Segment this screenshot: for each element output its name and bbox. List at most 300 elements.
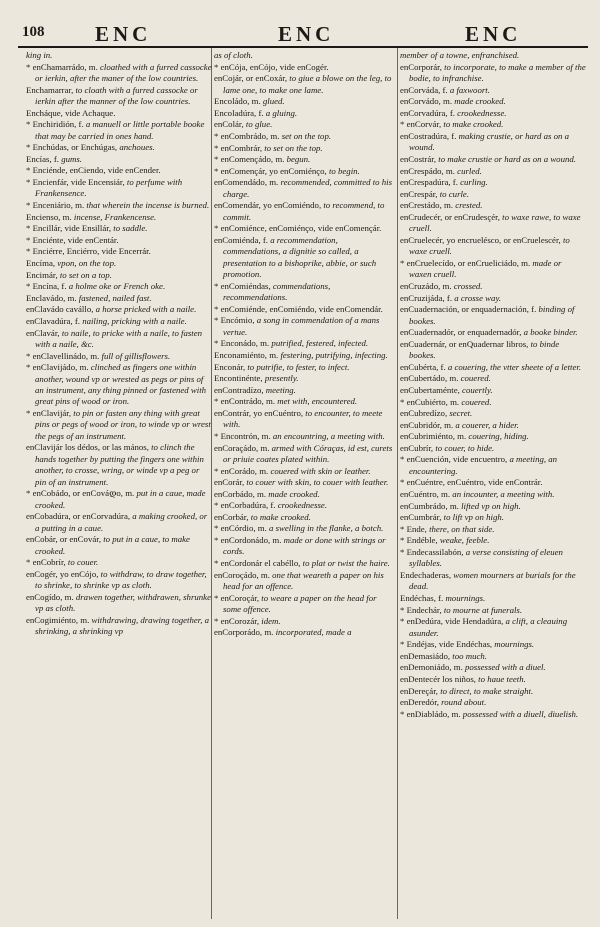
entry-definition: to naile, to pricke with a naile, to fasten with a naile, &c. [35,327,203,349]
dictionary-entry [214,350,396,361]
dictionary-entry [400,119,586,130]
dictionary-entry [400,154,586,165]
entry-definition: a meeting, an encountering. [409,454,558,476]
headword-left: ENC [95,22,152,46]
entry-definition: clinched as fingers one within another, wound vp or wrested as pegs or pins of an instrument, any thing pinned or fastened with great pins of wood or iron. [35,362,207,407]
entry-headword: enCumbrádo, m. [400,500,462,511]
entry-headword: * enDedúra, vide Hendadúra, [400,616,506,627]
dictionary-entry [400,258,586,281]
entry-headword: * enCobrír, [26,557,68,568]
entry-definition: a song in commendation of a mans vertue. [223,315,380,337]
dictionary-entry [400,512,586,523]
entry-definition: king in. [26,50,53,60]
entry-definition: a crosse way. [454,292,502,303]
dictionary-entry [214,62,396,73]
entry-definition: set on the top. [281,130,332,141]
entry-definition: crookednesse. [457,107,507,118]
entry-definition: to haue teeth. [478,674,526,684]
header-rule [18,46,588,48]
entry-definition: crested. [455,200,483,211]
running-header [10,22,590,46]
dictionary-entry [400,420,586,431]
entry-headword: Encoladúra, f. [214,107,266,118]
entry-headword: enCorár, [214,477,247,488]
entry-definition: putrified, festered, infected. [271,338,369,349]
dictionary-entry [400,651,586,662]
dictionary-entry [214,223,396,234]
entry-definition: to putrifie, to fester, to infect. [247,361,350,372]
entry-headword: enCubrimiénto, m. [400,431,469,442]
entry-headword: * enCorbadúra, f. [214,500,278,511]
entry-headword: * enCombrár, [214,142,265,153]
dictionary-entry [400,605,586,616]
entry-headword: * enCubiérto, m. [400,396,462,407]
entry-headword: enCumbrár, [400,512,444,523]
dictionary-entry [214,593,396,616]
dictionary-entry [26,154,212,165]
dictionary-entry [214,489,396,500]
dictionary-entry [214,408,396,431]
entry-headword: * enCordonádo, m. [214,535,284,546]
dictionary-entry [214,373,396,384]
dictionary-entry [26,177,212,200]
entry-definition: lifted vp on high. [461,500,521,511]
entry-definition: to encounter, to meete with. [223,407,383,430]
dictionary-entry [400,189,586,200]
dictionary-entry [400,96,586,107]
entry-headword: enCorváda, f. [400,84,450,95]
column-left [26,50,212,918]
entry-definition: commendations, recommendations. [223,280,331,303]
entry-definition: to curle. [439,188,470,199]
entry-definition: to make crooked. [443,119,504,130]
entry-headword: Enconár, [214,361,248,372]
entry-definition: nailing, pricking with a naile. [82,315,187,326]
entry-headword: * enClavellinádo, m. [26,350,102,361]
entry-definition: glued. [262,96,285,107]
entry-definition: round about. [441,697,487,708]
dictionary-entry [400,166,586,177]
dictionary-entry [214,466,396,477]
entry-definition: to pin or fasten any thing with great pins or pegs of wood or iron, to winde vp or wrest the pegs of an instrument. [35,407,211,441]
dictionary-entry [400,639,586,650]
entry-definition: curling. [460,177,488,188]
dictionary-entry [214,131,396,142]
entry-definition: to giue a blowe on the leg, to lame one, to make one lame. [223,73,392,95]
entry-headword: Encienso, m. [26,211,74,222]
entry-definition: to set on the top. [264,142,323,153]
entry-definition: to perfume with Frankensence. [35,176,183,199]
entry-headword: * enCórdio, m. [214,523,269,534]
dictionary-entry [26,246,212,257]
dictionary-entry [214,235,396,281]
entry-definition: to couer. [67,557,99,568]
entry-definition: too much. [452,650,487,661]
entry-headword: * enDiabládo, m. [400,708,463,719]
headword-center: ENC [278,22,335,46]
entry-headword: enCostradúra, f. [400,130,459,141]
dictionary-entry [214,166,396,177]
entry-definition: withdrawing, drawing together, a shrinking, a shrinking vp [35,614,210,637]
dictionary-entry [400,362,586,373]
entry-headword: enContrár, yo enCuéntro, [214,407,306,418]
entry-headword: enCostrár, [400,153,439,164]
entry-headword: enCuadernár, or enQuadernar libros, [400,338,531,349]
entry-headword: enDeredór, [400,697,442,708]
dictionary-entry [214,154,396,165]
entry-definition: a making crooked, or a putting in a caue. [35,511,208,533]
dictionary-entry [26,328,212,351]
dictionary-entry [400,547,586,570]
entry-headword: enCubredízo, [400,408,450,419]
entry-headword: Encíma, [26,257,58,268]
dictionary-entry [214,281,396,304]
entry-headword: * Encontrón, m. [214,430,273,441]
entry-definition: meeting. [265,384,296,395]
entry-headword: * enCuención, vide encuentro, [400,454,510,465]
dictionary-entry [400,454,586,477]
headword-right: ENC [465,22,522,46]
entry-definition: to weare a paper on the head for some offence. [223,592,377,615]
dictionary-entry [26,165,212,176]
entry-definition: mournings. [494,639,535,650]
entry-definition: to incorporate, to make a member of the bodie, to infranchise. [409,61,586,83]
dictionary-entry [400,489,586,500]
entry-headword: * enCruelecído, or enCrueliciádo, m. [400,257,533,268]
dictionary-entry [214,96,396,107]
entry-definition: to begin. [328,165,360,176]
entry-headword: enCorporádo, m. [214,627,276,638]
entry-definition: cloathed with a furred cassocke or ierkin, after the maner of the low countries. [35,61,212,83]
entry-headword: enCrespár, [400,188,440,199]
entry-headword: * Encína, f. [26,281,69,292]
dictionary-entry [26,281,212,292]
entry-definition: one that weareth a paper on his head for an offence. [223,569,384,592]
dictionary-entry [214,477,396,488]
entry-definition: vpon, on the top. [57,257,117,268]
dictionary-entry [214,119,396,130]
entry-headword: enCoroçádo, m. [214,569,273,580]
dictionary-entry [400,477,586,488]
entry-headword: Encoládo, m. [214,96,263,107]
entry-headword: * enCombrádo, m. [214,130,282,141]
entry-definition: couered. [461,396,492,407]
dictionary-entry [400,177,586,188]
entry-headword: enClavijár los dédos, or las mános, [26,442,152,453]
entry-headword: * enCorozár, [214,615,262,626]
dictionary-entry [214,338,396,349]
dictionary-entry [400,443,586,454]
dictionary-entry [26,488,212,511]
entry-headword: enCogído, m. [26,591,76,602]
entry-headword: * enClavijár, [26,407,74,418]
dictionary-entry [214,73,396,96]
dictionary-entry [214,362,396,373]
entry-definition: a holme oke or French oke. [68,281,166,292]
entry-definition: to lift vp on high. [443,512,504,523]
dictionary-entry [400,281,586,292]
dictionary-entry [26,142,212,153]
entry-headword: enCubertaménte, [400,384,463,395]
dictionary-entry [400,674,586,685]
entry-headword: enCubérta, f. [400,361,448,372]
dictionary-entry [214,200,396,223]
entry-definition: making crustie, or hard as on a wound. [409,130,570,153]
entry-headword: enCobadúra, or enCorvadúra, [26,511,133,522]
entry-headword: * Enciérre, Enciérro, vide Encerrár. [26,246,151,257]
entry-headword: enCogimiénto, m. [26,614,92,625]
dictionary-entry [400,524,586,535]
entry-headword: * Enconádo, m. [214,338,272,349]
entry-definition: weake, feeble. [439,535,490,546]
entry-headword: * Endéjas, vide Endéchas, [400,639,495,650]
entry-definition: as of cloth. [214,50,253,60]
dictionary-entry [26,293,212,304]
entry-headword: enCorvadúra, f. [400,107,458,118]
entry-headword: Encías, f. [26,153,62,164]
dictionary-entry [214,50,396,61]
entry-definition: a manuell or little portable booke that may be carried in ones hand. [35,119,205,141]
entry-definition: made or waxen cruell. [409,257,562,280]
entry-headword: * Enciénte, vide enCentár. [26,234,119,245]
entry-definition: to clinch the hands together by putting the fingers one within another, to crosse, wring, or winde vp a peg or pin of an instrument. [35,442,204,487]
entry-definition: possessed with a diuell, diuelish. [462,708,579,719]
entry-headword: enCorporár, [400,61,445,72]
dictionary-entry [400,535,586,546]
entry-definition: to glue. [245,119,273,130]
entry-headword: * Endéble, [400,535,440,546]
dictionary-entry [26,270,212,281]
entry-headword: enCubrír, [400,442,436,453]
entry-definition: to withdraw, to draw together, to shrinke, to shrinke vp as cloth. [35,568,207,591]
dictionary-entry [26,511,212,534]
entry-definition: to plat or twist the haire. [302,558,390,569]
entry-definition: presently. [264,373,299,384]
entry-headword: Enchamarrar, [26,84,76,95]
dictionary-entry [26,615,212,638]
dictionary-entry [214,385,396,396]
entry-definition: a recommendation, commendations, a dignitie so called, a presentation to a bishoprike, abbie, or such promotion. [223,234,377,280]
entry-headword: enCuéntro, m. [400,489,453,500]
entry-headword: enCogér, yo enCójo, [26,568,101,579]
dictionary-entry [400,50,586,61]
entry-definition: begun. [286,154,311,165]
entry-definition: a clift, a cleauing asunder. [409,616,568,638]
entry-headword: * Enchiridión, f. [26,119,86,130]
entry-definition: an encountring, a meeting with. [272,430,385,441]
entry-headword: enCrespadúra, f. [400,177,461,188]
entry-definition: idem. [261,615,281,626]
entry-definition: curled. [457,165,482,176]
dictionary-entry [214,535,396,558]
entry-headword: * Encienfár, vide Encensiár, [26,176,127,187]
dictionary-entry [400,304,586,327]
dictionary-entry [400,62,586,85]
entry-headword: * enCoroçár, [214,592,262,603]
entry-headword: enComendár, yo enComiéndo, [214,200,324,211]
entry-headword: * enChamarrádo, m. [26,61,101,72]
dictionary-entry [400,686,586,697]
entry-definition: made crooked. [454,96,506,107]
entry-definition: to set on a top. [59,269,112,280]
dictionary-entry [400,397,586,408]
dictionary-entry [400,431,586,442]
dictionary-entry [400,108,586,119]
entry-headword: * Endecassilabón, [400,547,466,558]
entry-headword: * enCuéntre, enCuéntro, vide enContrár. [400,477,543,488]
entry-headword: * enCordonár el cabéllo, [214,558,303,569]
entry-definition: a verse consisting of eleuen syllables. [409,547,563,569]
entry-definition: a booke binder. [523,327,578,338]
dictionary-entry [400,293,586,304]
entry-headword: enCorvádo, m. [400,96,455,107]
entry-definition: possessed with a diuel. [465,662,546,673]
dictionary-entry [26,62,212,85]
entry-definition: a horse pricked with a naile. [95,304,197,315]
entry-definition: mournings. [445,593,486,604]
dictionary-entry [26,316,212,327]
entry-definition: to direct, to make straight. [440,685,534,696]
entry-headword: * Encómio, [214,315,257,326]
dictionary-entry [214,143,396,154]
entry-definition: to waxe rawe, to waxe cruell. [409,211,581,234]
dictionary-entry [26,534,212,557]
dictionary-entry [26,85,212,108]
entry-headword: enCubridór, m. [400,419,456,430]
entry-headword: enCojár, or enCoxár, [214,73,290,84]
entry-headword: enCuadernadór, or enquadernadór, [400,327,524,338]
entry-headword: enDemoniádo, m. [400,662,465,673]
entry-headword: Enclavádo, m. [26,292,79,303]
dictionary-entry [26,304,212,315]
entry-headword: enCrespádo, m. [400,165,458,176]
entry-definition: anchoues. [119,142,155,153]
entry-headword: Endéchas, f. [400,593,446,604]
entry-definition: to couer, to hide. [435,442,495,453]
entry-definition: there, on that side. [429,523,495,534]
entry-definition: to waxe cruell. [409,234,570,257]
dictionary-entry [400,212,586,235]
entry-headword: * enComiénce, enComiénço, vide enComençár. [214,223,382,234]
column-divider [397,48,398,919]
dictionary-entry [26,569,212,592]
entry-headword: enCuadernación, or enquadernación, f. [400,304,539,315]
entry-definition: couertly. [462,384,493,395]
entry-headword: enComiénda, f. [214,234,271,245]
entry-definition: a swelling in the flanke, a botch. [268,523,384,534]
dictionary-entry [26,592,212,615]
entry-headword: * Endechár, [400,604,444,615]
dictionary-entry [400,408,586,419]
dictionary-entry [214,304,396,315]
entry-headword: Encontinénte, [214,373,265,384]
entry-headword: enCrestádo, m. [400,200,456,211]
dictionary-entry [214,443,396,466]
dictionary-entry [400,616,586,639]
entry-headword: * enCorádo, m. [214,465,271,476]
entry-definition: met with, encountered. [277,396,358,407]
entry-definition: couered. [460,373,491,384]
dictionary-entry [26,351,212,362]
entry-definition: recommended, committed to his charge. [223,177,393,199]
dictionary-entry [400,327,586,338]
entry-headword: enCrudecér, or enCrudesçér, [400,211,503,222]
entry-headword: enDentecér los niños, [400,674,479,684]
entry-headword: Encimár, [26,269,60,280]
entry-definition: an incounter, a meeting with. [452,489,555,500]
entry-headword: enDemasiádo, [400,650,453,661]
dictionary-entry [400,385,586,396]
entry-definition: couering, hiding. [468,431,529,442]
dictionary-entry [214,558,396,569]
entry-definition: couered with skin or leather. [270,465,371,476]
entry-definition: full of gillisflowers. [101,350,171,361]
entry-definition: secret. [449,408,473,419]
dictionary-entry [400,501,586,512]
entry-headword: Enconamiénto, m. [214,349,281,360]
dictionary-entry [400,593,586,604]
entry-headword: enClavár, [26,327,62,338]
entry-headword: * enComençár, yo enComiénço, [214,165,329,176]
dictionary-entry [26,212,212,223]
entry-headword: enCorbár, [214,511,251,522]
entry-definition: fastened, nailed fast. [78,292,152,303]
dictionary-entry [26,119,212,142]
entry-definition: to couer with skin, to couer with leather. [246,477,389,488]
entry-headword: Encháque, vide Achaque. [26,107,116,118]
entry-headword: enCruelecér, yo encruelésco, or enCruelescér, [400,234,563,245]
entry-headword: enCubertádo, m. [400,373,461,384]
entry-headword: * enCorvár, [400,119,444,130]
entry-definition: crookednesse. [277,500,328,511]
dictionary-entry [214,396,396,407]
dictionary-entry [214,512,396,523]
dictionary-entry [400,662,586,673]
dictionary-entry [400,697,586,708]
entry-definition: to binde bookes. [409,338,560,361]
column-right [400,50,586,918]
entry-definition: to mourne at funerals. [443,604,523,615]
dictionary-entry [214,523,396,534]
page-number: 108 [22,24,45,40]
entry-definition: a couerer, a hider. [455,419,519,430]
dictionary-entry [214,315,396,338]
dictionary-entry [26,235,212,246]
dictionary-entry [214,177,396,200]
dictionary-entry [400,131,586,154]
entry-headword: enColár, [214,119,246,130]
entry-headword: * Enciénde, enCiendo, vide enCender. [26,165,161,176]
dictionary-entry [26,442,212,488]
entry-headword: enContradízo, [214,384,266,395]
dictionary-entry [214,500,396,511]
entry-definition: to saddle. [113,223,148,234]
entry-headword: * enClavijádo, m. [26,362,91,373]
entry-definition: crossed. [453,280,483,291]
entry-definition: gums. [61,153,82,164]
entry-definition: a faxwoort. [449,84,490,95]
entry-headword: * enComiénde, enComiéndo, vide enComendár. [214,303,383,314]
dictionary-entry [26,557,212,568]
entry-definition: armed with Córaças, id est, curets or priuie coates plated within. [223,442,393,464]
dictionary-entry [400,235,586,258]
dictionary-entry [26,200,212,211]
dictionary-entry [214,616,396,627]
entry-definition: festering, putrifying, infecting. [280,349,388,360]
entry-headword: enClavádo cavállo, [26,304,96,315]
column-center [214,50,396,918]
entry-definition: binding of bookes. [409,304,575,326]
